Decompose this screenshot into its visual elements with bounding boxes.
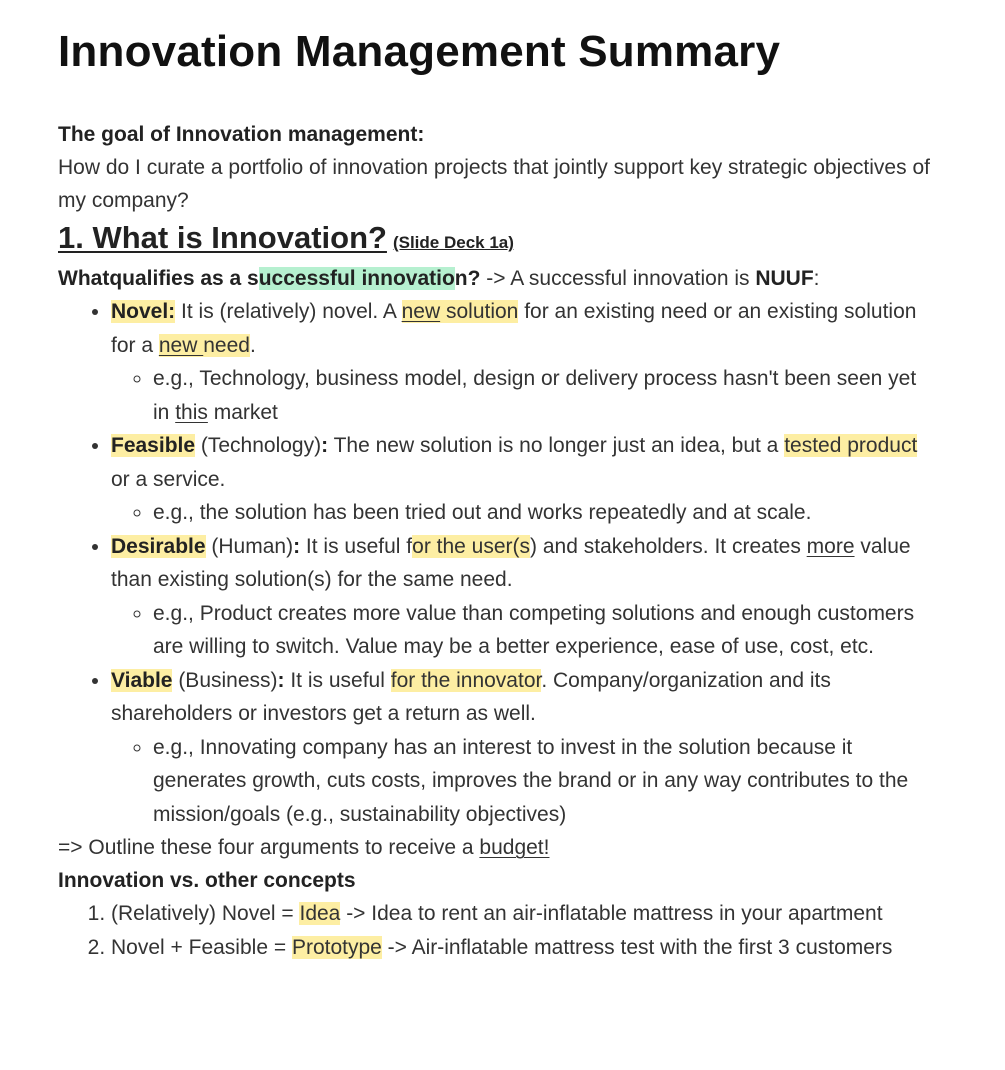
concept-highlight: Prototype [291,935,382,959]
section-title: 1. What is Innovation? [58,220,387,255]
viable-colon: : [277,668,285,692]
viable-sublist [111,731,938,832]
outline-text: => Outline these four arguments to receive a [58,836,480,859]
viable-label: Viable [111,668,173,692]
question-answer: -> A successful innovation is [480,267,756,290]
novel-sub-text-2: market [207,400,278,424]
list-item-novel [111,295,938,429]
novel-sub-text-1: e.g., Technology, business model, design or delivery process hasn't been seen yet in [153,367,917,424]
novel-text-2: for an existing need or an existing solution for a [111,300,917,357]
novel-example [153,362,938,429]
goal-text: How do I curate a portfolio of innovation projects that jointly support key strategic objectives of my company? [58,156,930,212]
nuuf-acronym: NUUF [755,267,814,290]
desirable-colon: : [293,534,301,558]
desirable-text-1: It is useful f [300,534,413,558]
section-heading-1 [58,219,938,262]
viable-paren: (Business) [172,668,278,692]
feasible-text-2: or a service. [111,467,226,491]
novel-highlight [402,300,519,323]
viable-highlight: for the innovator [390,668,542,692]
desirable-highlight: or the user(s [412,534,531,558]
feasible-example: ◦ e.g., the solution has been tried out and works repeatedly and at scale. [153,496,938,530]
desirable-text-2: ) and stakeholders. It creates [530,534,807,558]
novel-text-1: It is (relatively) novel. A [175,300,402,323]
viable-text-1: It is useful [284,668,391,692]
novel-need: need [203,333,250,357]
feasible-text-1: The new solution is no longer just an idea, but a [328,434,785,457]
desirable-label: Desirable [111,534,206,558]
novel-label: Novel: [111,300,176,323]
viable-example: ◦ e.g., Innovating company has an interest to invest in the solution because it generates growth, cuts costs, improves the brand or in any way contributes to the mission/goals (e.g., sustainability objectives) [153,731,938,832]
concept-pre: Novel + Feasible = [111,935,292,959]
list-item-feasible [111,429,938,530]
desirable-paren: (Human) [205,534,294,558]
slide-deck-link[interactable]: (Slide Deck 1a) [392,233,514,252]
goal-label: The goal of Innovation management: [58,123,425,146]
question-colon: : [813,267,820,290]
page-title: Innovation Management Summary [58,27,781,76]
desirable-more: more [806,534,855,558]
feasible-highlight: tested product [784,434,918,457]
concept-post: -> Air-inflatable mattress test with the first 3 customers [381,935,893,959]
desirable-sublist [111,597,938,664]
outline-budget: budget! [479,836,550,859]
concept-item [111,931,938,965]
concepts-list [58,897,938,964]
list-item-viable [111,664,938,832]
novel-sublist [111,362,938,429]
novel-text-3: . [249,333,256,357]
feasible-colon: : [321,434,329,457]
question-part-1: Whatqualifies as a s [58,267,259,290]
concepts-heading: Innovation vs. other concepts [58,869,356,892]
question-part-3: n? [454,267,481,290]
feasible-label: Feasible [111,434,196,457]
nuuf-list [58,295,938,831]
concept-post: -> Idea to rent an air-inflatable mattress in your apartment [340,902,883,925]
success-question [58,262,938,295]
feasible-sublist [111,496,938,530]
desirable-example: ◦ e.g., Product creates more value than competing solutions and enough customers are willing to switch. Value may be a better experience, ease of use, cost, etc. [153,597,938,664]
list-item-desirable [111,530,938,664]
feasible-paren: (Technology) [195,434,322,457]
novel-new: new [401,300,441,323]
concept-pre: (Relatively) Novel = [111,902,300,925]
concept-highlight: Idea [299,902,341,925]
novel-new-need [159,334,250,357]
question-highlight: uccessful innovatio [258,267,455,290]
novel-sub-this: this [175,400,208,424]
concept-item [111,897,938,931]
desirable-text-3: value than existing solution(s) for the same need. [111,534,911,591]
outline-note [58,831,938,864]
viable-text-2: . Company/organization and its shareholders or investors get a return as well. [111,668,831,725]
novel-new-2: new [158,333,204,357]
novel-solution: solution [440,300,519,323]
